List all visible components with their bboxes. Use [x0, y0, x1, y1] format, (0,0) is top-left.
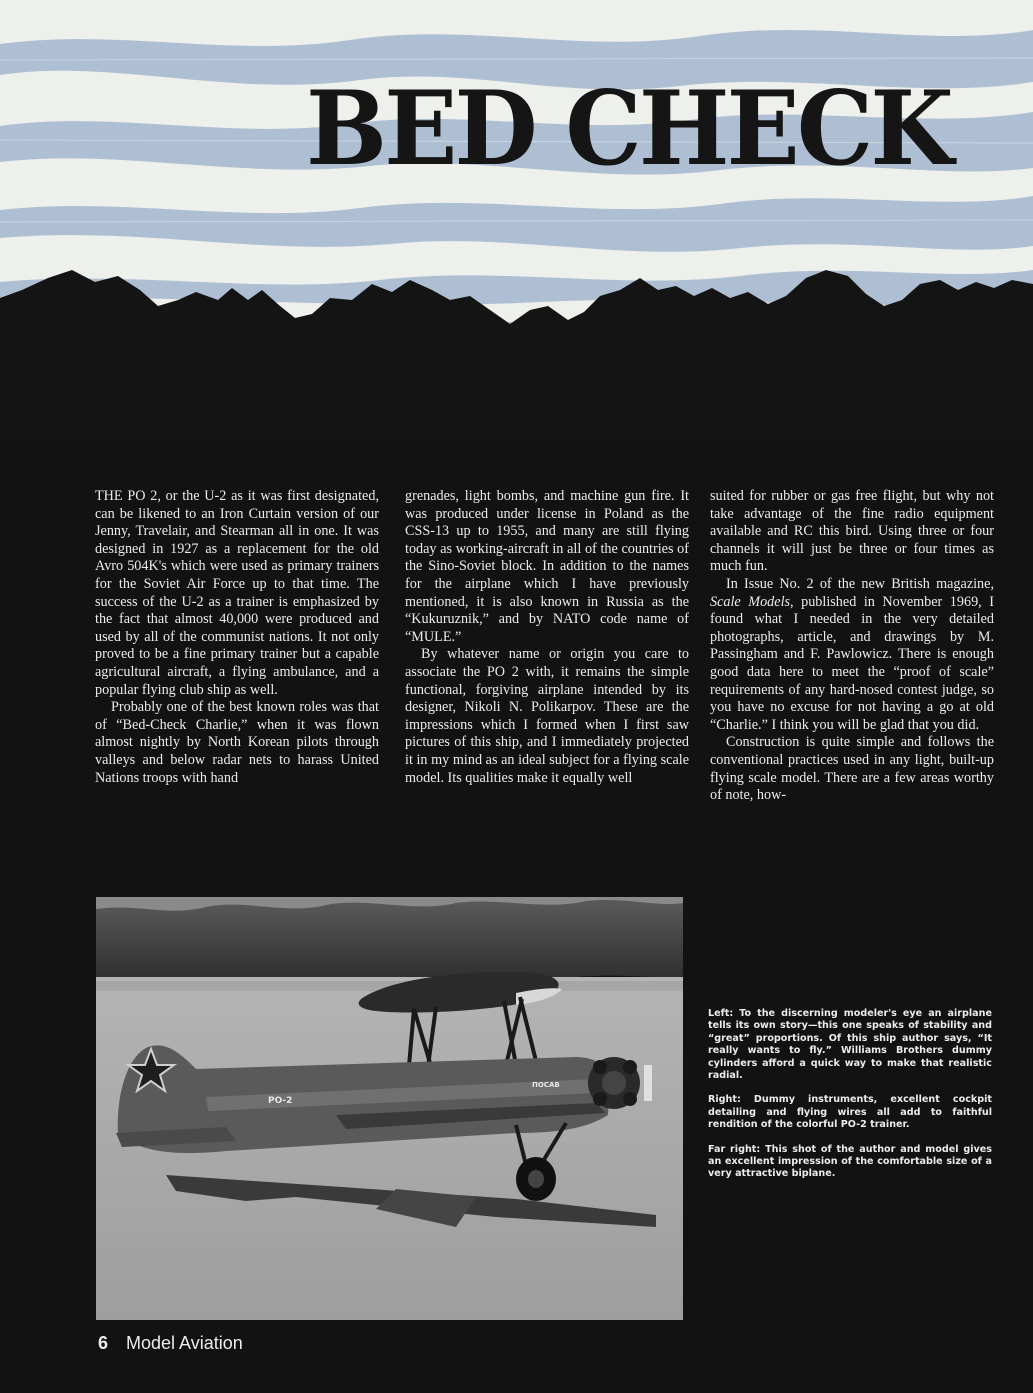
propeller: [644, 1065, 652, 1101]
article-column-2: [405, 488, 689, 787]
biplane-model-photo: [96, 897, 683, 1320]
paragraph: THE PO 2, or the U-2 as it was first designated, can be likened to an Iron Curtain version of our Jenny, Travelair, and Stearman all in one. It was designed in 1927 as a replacement for the old Avro 504K's which were used as primary trainers for the Soviet Air Force up to that time. The success of the U-2 as a trainer is emphasized by the fact that almost 40,000 were produced and used by all of the communist nations. It not only proved to be a fine primary trainer but a capable agricultural aircraft, a flying ambulance, and a popular flying club ship as well.: [95, 488, 379, 698]
magazine-title: Scale Models: [710, 593, 791, 610]
paragraph: By whatever name or origin you care to associate the PO 2 with, it remains the simple functional, forgiving airplane intended by its designer, Nikoli N. Polikarpov. These are the impressions which I formed when I first saw pictures of this ship, and I immediately projected it in my mind as an ideal subject for a flying scale model. Its qualities make it equally well: [405, 646, 689, 786]
paragraph: Probably one of the best known roles was that of “Bed-Check Charlie,” when it was flown almost nightly by North Korean pilots through valleys and below radar nets to harass United Nations troops with hand: [95, 699, 379, 786]
article-headline: BED CHECK: [306, 69, 951, 189]
text-run: , published in November 1969, I found what I needed in the very detailed photographs, article, and drawings by M. Passingham and F. Pawlowicz. There is enough good data here to meet the “proof of scale” requirements of any hard-nosed contest judge, so you have no excuse for not having a go at old “Charlie.” I think you will be glad that you did.: [710, 593, 994, 733]
page-number: 6: [98, 1333, 109, 1353]
paragraph: Construction is quite simple and follows the conventional practices used in any light, built-up flying scale model. There are a few areas worthy of note, how-: [710, 734, 994, 804]
text-run: In Issue No. 2 of the new British magazine,: [726, 575, 994, 592]
caption-right: Right: Dummy instruments, excellent cockpit detailing and flying wires all add to faithful rendition of the colorful PO-2 trainer.: [708, 1094, 992, 1131]
caption-far-right: Far right: This shot of the author and model gives an excellent impression of the comfortable size of a very attractive biplane.: [708, 1143, 992, 1180]
paragraph: [710, 576, 994, 734]
article-column-3: [710, 488, 994, 805]
sky-banner-illustration: [0, 0, 1033, 440]
paragraph: grenades, light bombs, and machine gun fire. It was produced under license in Poland as the CSS-13 up to 1955, and many are still flying today as working-aircraft in all of the countries of the Sino-Soviet block. In addition to the names for the airplane which I have previously mentioned, it is also known in Russia as the “Kukuruznik,” and by NATO code name of “MULE.”: [405, 488, 689, 645]
fuselage-marking: PO-2: [268, 1096, 293, 1106]
page-footer: [98, 1333, 243, 1354]
tree-line: [96, 900, 683, 985]
caption-left: Left: To the discerning modeler's eye an airplane tells its own story—this one speaks of stability and “great” proportions. Of this ship author says, “It really wants to fly.” Williams Brothers dummy cylinders afford a quick way to make that realistic radial.: [708, 1008, 992, 1082]
article-column-1: [95, 488, 379, 787]
nose-marking: ПОСАВ: [532, 1081, 560, 1089]
magazine-name: Model Aviation: [126, 1333, 243, 1353]
photo-captions: [708, 1008, 992, 1193]
paragraph: suited for rubber or gas free flight, but why not take advantage of the fine radio equipment available and RC this bird. Using three or four channels it will just be three or four times as much fun.: [710, 488, 994, 575]
